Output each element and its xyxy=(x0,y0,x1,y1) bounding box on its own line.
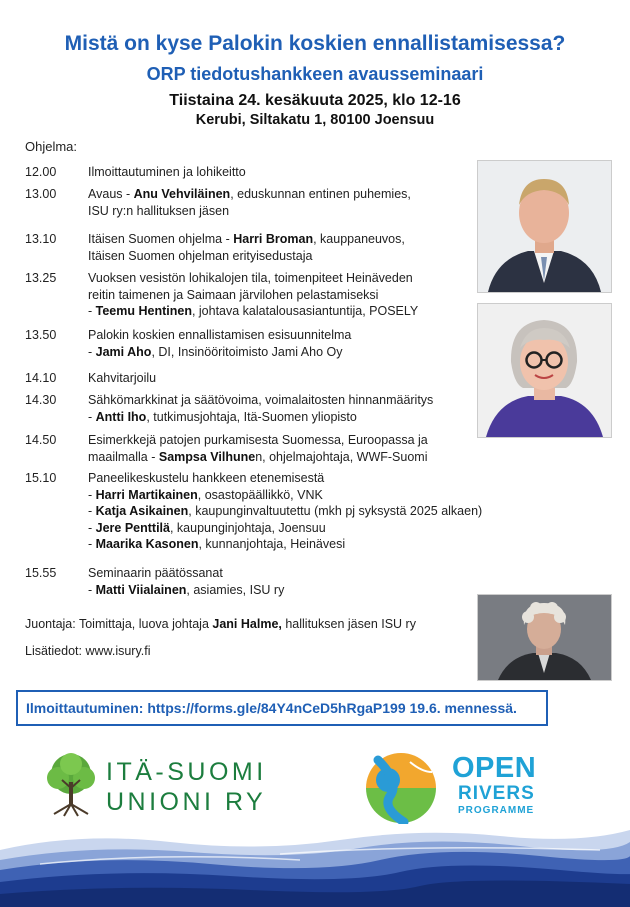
speaker-name: Sampsa Vilhune xyxy=(158,449,256,464)
program-time: 15.10 xyxy=(25,471,57,485)
program-time: 13.00 xyxy=(25,187,57,201)
portrait-photo-2 xyxy=(477,303,612,438)
speaker-name: Anu Vehviläinen xyxy=(133,187,231,201)
program-text: , osastopäällikkö, VNK xyxy=(197,487,323,502)
program-text: Itäisen Suomen ohjelma - xyxy=(88,232,234,246)
more-info: Lisätiedot: www.isury.fi xyxy=(25,644,151,658)
program-text: Itäisen Suomen ohjelman erityisedustaja xyxy=(88,248,313,263)
program-text: , DI, Insinööritoimisto Jami Aho Oy xyxy=(151,344,343,359)
program-text: , johtava kalatalousasiantuntija, POSELY xyxy=(191,304,419,318)
wave-decoration xyxy=(0,820,630,907)
moderator-name: Jani Halme, xyxy=(212,617,282,631)
program-text: - xyxy=(88,409,96,424)
page-title: Mistä on kyse Palokin koskien ennallistamisessa? xyxy=(64,32,566,55)
program-text: - xyxy=(88,504,96,518)
registration-text[interactable]: Ilmoittautuminen: https://forms.gle/84Y4nCeD5hRgaP199 19.6. mennessä. xyxy=(26,700,517,716)
speaker-name: Maarika Kasonen xyxy=(95,537,199,551)
event-venue: Kerubi, Siltakatu 1, 80100 Joensuu xyxy=(195,112,435,128)
moderator-suffix: hallituksen jäsen ISU ry xyxy=(281,617,416,631)
speaker-name: Teemu Hentinen xyxy=(95,304,192,318)
isu-logo-line2: UNIONI RY xyxy=(106,788,267,816)
program-text: Ilmoittautuminen ja lohikeitto xyxy=(88,165,246,179)
orp-logo-line2: RIVERS xyxy=(458,783,535,804)
program-line xyxy=(88,503,588,520)
program-text: Esimerkkejä patojen purkamisesta Suomessa, Euroopassa ja xyxy=(88,433,428,447)
program-text: Seminaarin päätössanat xyxy=(88,566,223,580)
program-text: n, ohjelmajohtaja, WWF-Suomi xyxy=(255,449,428,464)
tree-icon xyxy=(40,752,102,818)
program-time: 14.10 xyxy=(25,371,57,385)
program-line xyxy=(88,449,588,466)
program-time: 13.10 xyxy=(25,232,57,246)
program-line xyxy=(88,565,588,582)
program-text: , eduskunnan entinen puhemies, xyxy=(230,187,411,201)
program-label: Ohjelma: xyxy=(25,139,78,154)
program-text: - xyxy=(88,344,96,359)
program-text: - xyxy=(88,304,96,318)
program-time: 15.55 xyxy=(25,566,57,580)
portrait-photo-3 xyxy=(477,594,612,681)
program-text: maailmalla - xyxy=(88,449,159,464)
speaker-name: Harri Broman xyxy=(233,232,314,246)
program-text: Sähkömarkkinat ja säätövoima, voimalaitosten hinnanmääritys xyxy=(88,393,434,407)
program-text: Vuoksen vesistön lohikalojen tila, toimenpiteet Heinäveden xyxy=(88,271,413,285)
portrait-man-suit xyxy=(478,161,611,292)
program-text: , kauppaneuvos, xyxy=(313,232,405,246)
portrait-man-curly xyxy=(478,595,611,680)
program-text: Paneelikeskustelu hankkeen etenemisestä xyxy=(88,471,325,485)
program-line xyxy=(88,470,588,487)
speaker-name: Jami Aho xyxy=(95,344,152,359)
program-time: 13.50 xyxy=(25,328,57,342)
program-text: Avaus - xyxy=(88,187,134,201)
program-text: Palokin koskien ennallistamisen esisuunnitelma xyxy=(88,328,352,342)
speaker-name: Matti Viialainen xyxy=(95,582,187,597)
program-text: , kaupunginjohtaja, Joensuu xyxy=(169,520,326,535)
program-description xyxy=(88,470,588,553)
program-text: ISU ry:n hallituksen jäsen xyxy=(88,203,230,218)
program-text: , asiamies, ISU ry xyxy=(186,582,285,597)
speaker-name: Katja Asikainen xyxy=(95,504,189,518)
isu-logo-line1: ITÄ-SUOMI xyxy=(106,758,267,786)
portrait-photo-1 xyxy=(477,160,612,293)
program-text: Kahvitarjoilu xyxy=(88,371,157,385)
program-text: - xyxy=(88,582,96,597)
program-text: reitin taimenen ja Saimaan järvilohen pelastamiseksi xyxy=(88,287,379,302)
program-text: - xyxy=(88,487,96,502)
program-line xyxy=(88,487,588,504)
speaker-name: Harri Martikainen xyxy=(95,487,198,502)
program-text: - xyxy=(88,520,96,535)
program-text: , kaupunginvaltuutettu (mkh pj syksystä 2025 alkaen) xyxy=(188,504,483,518)
program-text: , tutkimusjohtaja, Itä-Suomen yliopisto xyxy=(146,409,357,424)
program-text: , kunnanjohtaja, Heinävesi xyxy=(198,537,346,551)
registration-box[interactable] xyxy=(16,690,548,726)
program-text: - xyxy=(88,537,96,551)
orp-logo-line1: OPEN xyxy=(452,752,537,784)
moderator-prefix: Juontaja: Toimittaja, luova johtaja xyxy=(25,617,213,631)
program-time: 14.30 xyxy=(25,393,57,407)
program-time: 13.25 xyxy=(25,271,57,285)
moderator-line xyxy=(25,617,416,631)
program-time: 12.00 xyxy=(25,165,57,179)
page-subtitle: ORP tiedotushankkeen avausseminaari xyxy=(146,64,484,84)
orp-logo-line3: PROGRAMME xyxy=(458,805,535,816)
portrait-woman-glasses xyxy=(478,304,611,437)
isu-logo xyxy=(40,752,290,818)
program-line xyxy=(88,536,588,553)
program-time: 14.50 xyxy=(25,433,57,447)
event-date: Tiistaina 24. kesäkuuta 2025, klo 12-16 xyxy=(169,92,461,109)
program-line xyxy=(88,520,588,537)
river-icon xyxy=(360,752,442,824)
speaker-name: Jere Penttilä xyxy=(95,520,170,535)
speaker-name: Antti Iho xyxy=(95,409,147,424)
orp-logo xyxy=(360,750,560,825)
